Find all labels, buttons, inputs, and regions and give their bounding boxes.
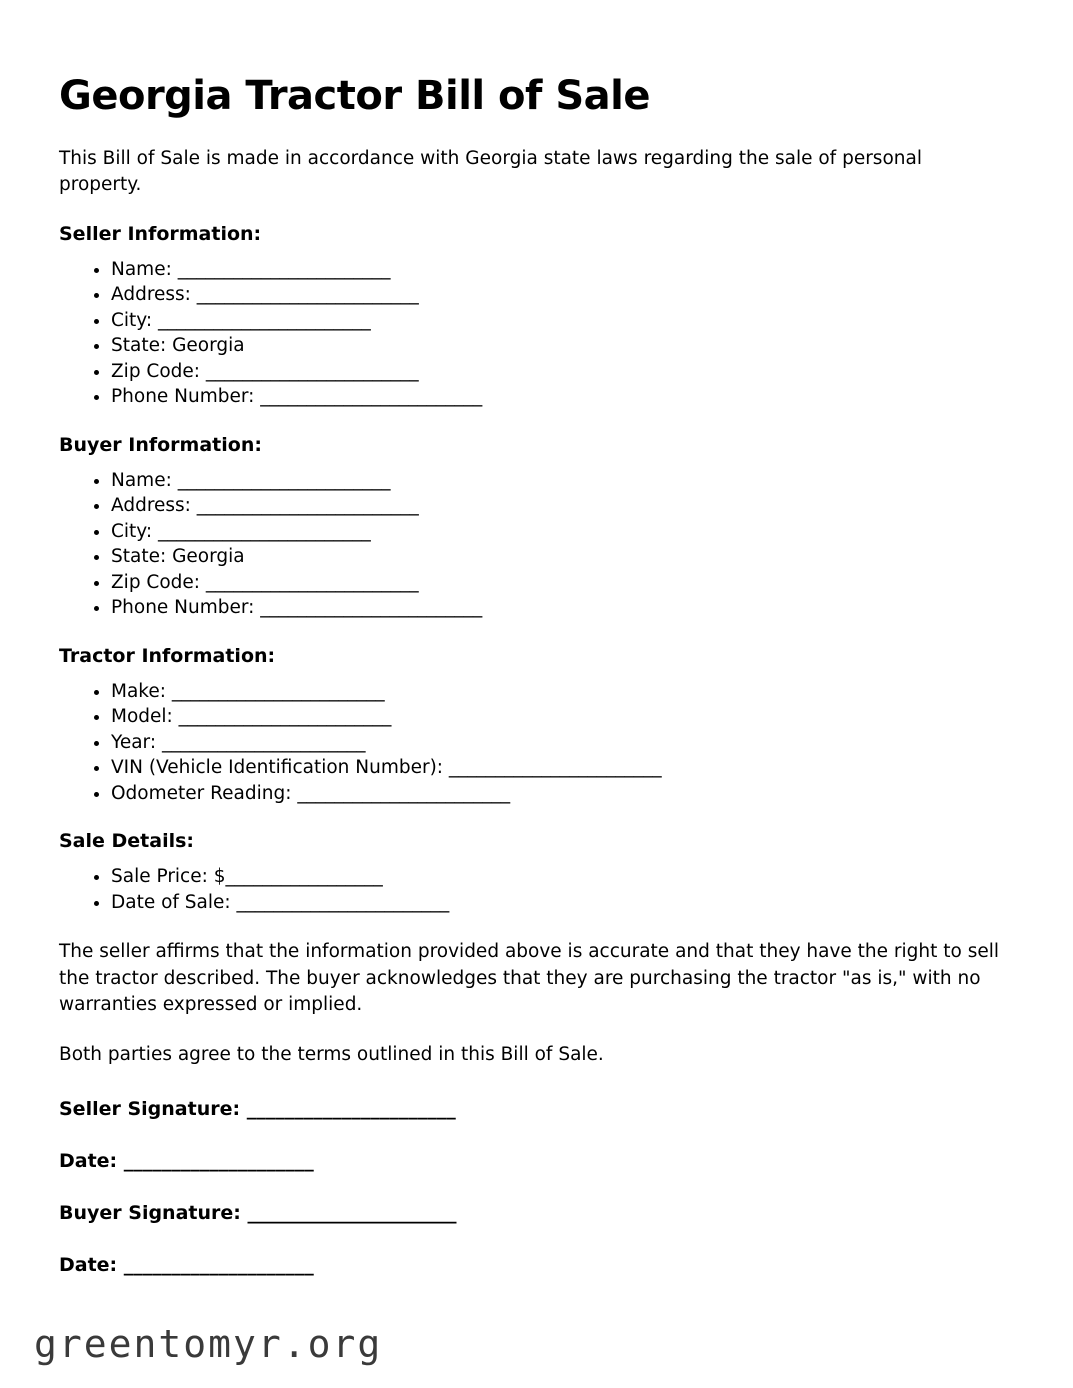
affirmation-paragraph: The seller affirms that the information provided above is accurate and that they have the right to sell the tractor described. The buyer acknowledges that they are purchasing the tractor "as is," with no warranties expressed or implied. [59,941,1000,1015]
field-list-sale-details [59,864,1003,915]
field-list-tractor [59,679,1003,807]
list-item: • City: _______________________ [111,308,1003,334]
list-item: • Name: _______________________ [111,257,1003,283]
page-title: Georgia Tractor Bill of Sale [59,73,650,119]
watermark: greentomyr.org [34,1322,383,1366]
intro-paragraph: This Bill of Sale is made in accordance with Georgia state laws regarding the sale of personal property. [59,148,922,196]
list-item: • Sale Price: $_________________ [111,864,1003,890]
list-item: • Zip Code: _______________________ [111,359,1003,385]
list-item: • Model: _______________________ [111,704,1003,730]
list-item: • City: _______________________ [111,519,1003,545]
list-item: • Name: _______________________ [111,468,1003,494]
list-item: • VIN (Vehicle Identification Number): _______________________ [111,755,1003,781]
list-item: • State: Georgia [111,544,1003,570]
list-item: • Date of Sale: _______________________ [111,890,1003,916]
list-item: • Year: ______________________ [111,730,1003,756]
list-item: • Zip Code: _______________________ [111,570,1003,596]
signature-block [59,1098,1003,1276]
section-heading-buyer: Buyer Information: [59,433,262,456]
buyer-date-line: Date: ____________________ [59,1254,314,1277]
seller-signature-line: Seller Signature: ______________________ [59,1098,456,1121]
list-item: • State: Georgia [111,333,1003,359]
list-item: • Phone Number: ________________________ [111,384,1003,410]
buyer-signature-line: Buyer Signature: ______________________ [59,1202,457,1225]
field-list-buyer [59,468,1003,621]
field-list-seller [59,257,1003,410]
list-item: • Make: _______________________ [111,679,1003,705]
section-heading-tractor: Tractor Information: [59,644,276,667]
agreement-paragraph: Both parties agree to the terms outlined in this Bill of Sale. [59,1044,604,1066]
list-item: • Phone Number: ________________________ [111,595,1003,621]
section-heading-seller: Seller Information: [59,222,262,245]
seller-date-line: Date: ____________________ [59,1150,314,1173]
list-item: • Odometer Reading: _______________________ [111,781,1003,807]
list-item: • Address: ________________________ [111,493,1003,519]
section-heading-sale-details: Sale Details: [59,830,195,853]
list-item: • Address: ________________________ [111,282,1003,308]
